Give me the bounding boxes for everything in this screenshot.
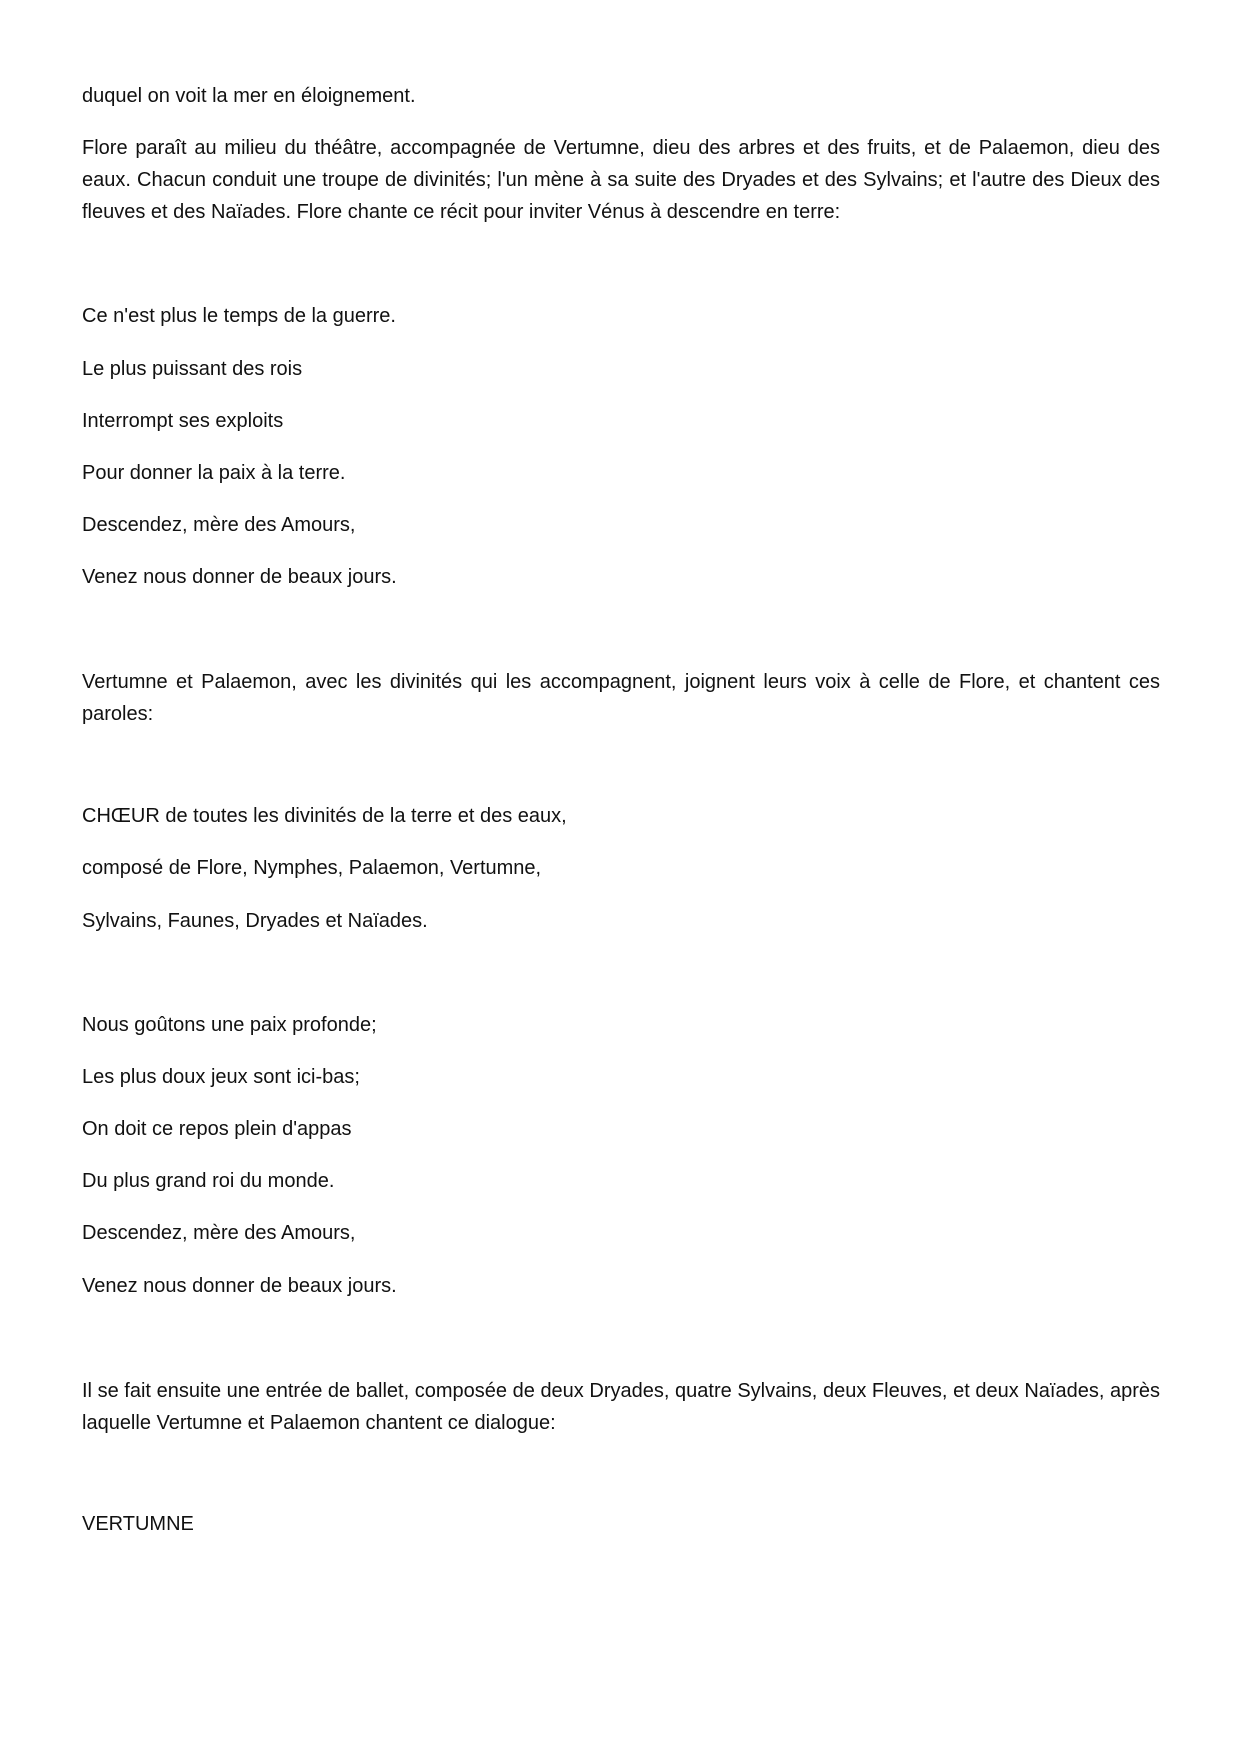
- speaker-name: VERTUMNE: [82, 1513, 194, 1535]
- flore-verse-line: Interrompt ses exploits: [82, 410, 284, 432]
- chorus-verse-line: On doit ce repos plein d'appas: [82, 1118, 352, 1140]
- chorus-verse-line: Descendez, mère des Amours,: [82, 1222, 356, 1244]
- chorus-verse-line: Du plus grand roi du monde.: [82, 1170, 335, 1192]
- chorus-heading-line: composé de Flore, Nymphes, Palaemon, Vertumne,: [82, 857, 542, 879]
- chorus-verse-line: Les plus doux jeux sont ici-bas;: [82, 1066, 360, 1088]
- flore-verse-line: Descendez, mère des Amours,: [82, 514, 356, 536]
- flore-verse-line: Venez nous donner de beaux jours.: [82, 566, 397, 588]
- stage-direction: Il se fait ensuite une entrée de ballet, composée de deux Dryades, quatre Sylvains, deux Fleuves, et deux Naïades, après laquelle Vertumne et Palaemon chantent ce dialogue:: [82, 1380, 1160, 1434]
- flore-verse-line: Ce n'est plus le temps de la guerre.: [82, 305, 396, 327]
- chorus-heading-line: Sylvains, Faunes, Dryades et Naïades.: [82, 910, 428, 932]
- chorus-heading-line: CHŒUR de toutes les divinités de la terre et des eaux,: [82, 805, 567, 827]
- stage-direction: Vertumne et Palaemon, avec les divinités qui les accompagnent, joignent leurs voix à celle de Flore, et chantent ces paroles:: [82, 671, 1160, 725]
- intro-paragraph: Flore paraît au milieu du théâtre, accompagnée de Vertumne, dieu des arbres et des fruits, et de Palaemon, dieu des eaux. Chacun conduit une troupe de divinités; l'un mène à sa suite des Dryades et des Sylvains; et l'autre des Dieux des fleuves et des Naïades. Flore chante ce récit pour inviter Vénus à descendre en terre:: [82, 137, 1160, 223]
- chorus-verse-line: Nous goûtons une paix profonde;: [82, 1014, 377, 1036]
- flore-verse-line: Le plus puissant des rois: [82, 358, 303, 380]
- opening-line: duquel on voit la mer en éloignement.: [82, 85, 416, 107]
- chorus-verse-line: Venez nous donner de beaux jours.: [82, 1275, 397, 1297]
- flore-verse-line: Pour donner la paix à la terre.: [82, 462, 346, 484]
